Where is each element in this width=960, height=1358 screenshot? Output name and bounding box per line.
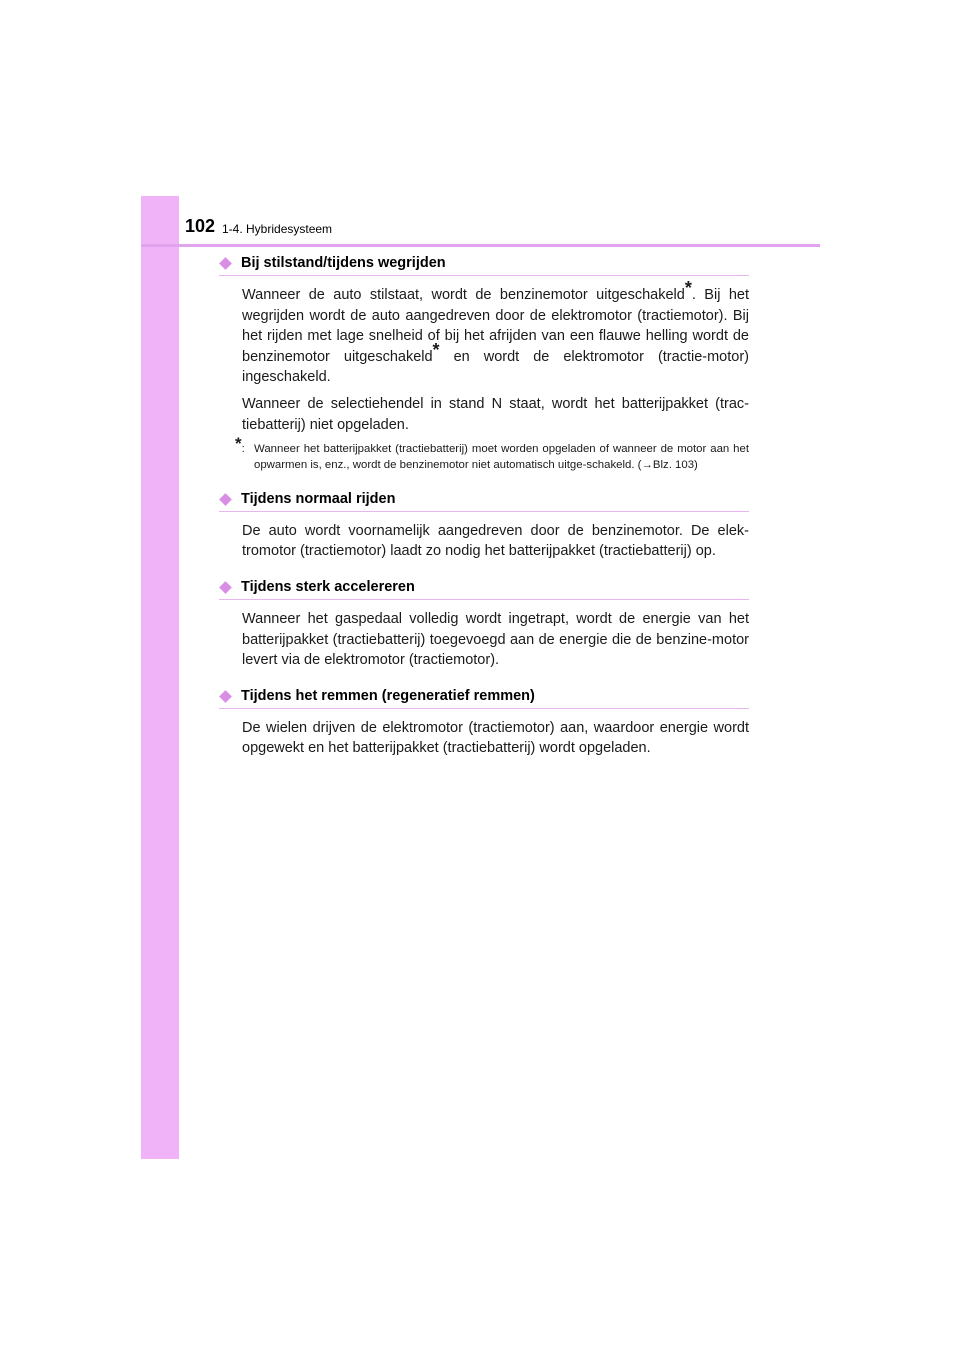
header-divider — [141, 244, 820, 247]
section-heading — [219, 252, 749, 276]
paragraph: Wanneer de selectiehendel in stand N staat, wordt het batterijpakket (trac-tiebatterij) niet opgeladen. — [242, 395, 749, 433]
section-bij-stilstand — [219, 252, 749, 474]
page-content — [219, 252, 749, 759]
arrow-right-icon: → — [641, 459, 653, 472]
diamond-bullet-icon — [219, 690, 232, 703]
page-reference: Blz. 103) — [652, 459, 698, 472]
footnote-asterisk: * — [684, 278, 692, 298]
paragraph — [219, 278, 749, 388]
section-heading — [219, 576, 749, 600]
footnote — [219, 434, 749, 474]
footnote-colon: : — [241, 443, 245, 456]
paragraph-text: . Bij het wegrijden wordt de auto aangedreven door de elektromotor (tractiemotor). Bij het rijden met lage snelheid of bij het afrijden van een flauwe helling wordt de benzinemotor uitgeschakeld — [242, 287, 749, 365]
section-heading — [219, 685, 749, 709]
paragraph: De auto wordt voornamelijk aangedreven door de benzinemotor. De elek-tromotor (tractiemotor) laadt zo nodig het batterijpakket (tractiebatterij) op. — [242, 522, 749, 560]
footnote-text: Wanneer het batterijpakket (tractiebatterij) moet worden opgeladen of wanneer de motor aan het opwarmen is, enz., wordt de benzinemotor niet automatisch uitge-schakeld. ( — [254, 443, 749, 472]
section-remmen — [219, 685, 749, 759]
paragraph: De wielen drijven de elektromotor (tractiemotor) aan, waardoor energie wordt opgewekt en het batterijpakket (tractiebatterij) wordt opgeladen. — [242, 719, 749, 757]
page-number: 102 — [185, 216, 216, 236]
section-normaal-rijden — [219, 488, 749, 562]
section-heading — [219, 488, 749, 512]
section-heading-text: Tijdens normaal rijden — [241, 490, 396, 507]
footnote-asterisk: * — [235, 434, 242, 454]
diamond-bullet-icon — [219, 581, 232, 594]
section-heading-text: Tijdens sterk accelereren — [241, 578, 415, 595]
section-heading-text: Tijdens het remmen (regeneratief remmen) — [241, 687, 535, 704]
diamond-bullet-icon — [219, 257, 232, 270]
section-heading-text: Bij stilstand/tijdens wegrijden — [241, 255, 446, 271]
paragraph-text: en wordt de elektromotor (tractie-motor) ingeschakeld. — [242, 348, 749, 386]
section-sterk-accelereren — [219, 576, 749, 671]
paragraph: Wanneer het gaspedaal volledig wordt ingetrapt, wordt de energie van het batterijpakket (tractiebatterij) toegevoegd aan de energie die de benzine-motor levert via de elektromotor (tractiemotor). — [242, 610, 749, 669]
footnote-asterisk: * — [432, 339, 440, 360]
diamond-bullet-icon — [219, 493, 232, 506]
footnote-marker — [235, 434, 245, 457]
chapter-title: 1-4. Hybridesysteem — [222, 222, 333, 236]
paragraph-text: Wanneer de auto stilstaat, wordt de benzinemotor uitgeschakeld — [242, 287, 685, 303]
side-chapter-tab — [141, 196, 179, 1159]
